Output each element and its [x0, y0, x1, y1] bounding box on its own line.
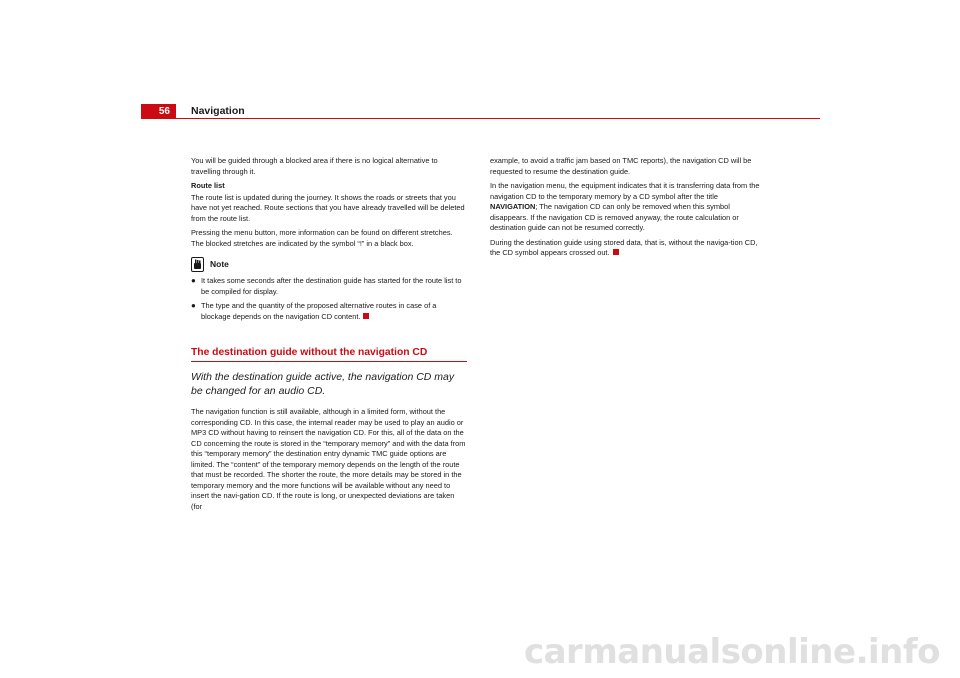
right-column	[490, 156, 766, 263]
page-title: Navigation	[191, 105, 245, 117]
route-list-heading: Route list	[191, 181, 225, 190]
bullet-icon: ●	[191, 276, 196, 285]
left-column	[191, 156, 467, 516]
note-item-text: The type and the quantity of the proposed alternative routes in case of a blockage depends on the navigation CD content.	[201, 301, 437, 321]
section-heading: The destination guide without the navigation CD	[191, 346, 467, 362]
note-label: Note	[210, 259, 229, 270]
paragraph: You will be guided through a blocked area if there is no logical alternative to travelling through it.	[191, 156, 438, 176]
text-segment: ; The navigation CD can only be removed when this symbol disappears. If the navigation CD is removed anyway, the route calculation or destination guide can not be resumed correctly.	[490, 202, 739, 232]
paragraph: Pressing the menu button, more information can be found on different stretches. The blocked stretches are indicated by the symbol “!” in a black box.	[191, 228, 453, 248]
section-end-icon	[363, 313, 369, 319]
paragraph	[490, 238, 766, 259]
section-end-icon	[613, 249, 619, 255]
paragraph: example, to avoid a traffic jam based on TMC reports), the navigation CD will be requested to resume the destination guide.	[490, 156, 752, 176]
text-segment: During the destination guide using stored data, that is, without the naviga-tion CD, the CD symbol appears crossed out.	[490, 237, 758, 257]
text-segment: In the navigation menu, the equipment indicates that it is transferring data from the navigation CD to the temporary memory by a CD symbol after the title	[490, 181, 760, 201]
section-body: The navigation function is still available, although in a limited form, without the corresponding CD. In this case, the internal reader may be used to play an audio or MP3 CD without having to reinsert the navigation CD. For this, all of the data on the CD concerning the route is stored in the “temporary memory” and with the data from this “temporary memory” the destination entry dynamic TMC guide options are limited. The “content” of the temporary memory depends on the length of the route that must be recorded. The shorter the route, the more details may be stored in the temporary memory and the more functions will be available without any need to insert the navi-gation CD. If the route is long, or unexpected deviations are taken (for	[191, 407, 466, 511]
note-hand-icon	[191, 257, 204, 272]
note-item	[191, 301, 467, 322]
navigation-keyword: NAVIGATION	[490, 202, 536, 211]
page-number-badge	[141, 104, 176, 119]
paragraph	[490, 181, 766, 234]
footer-watermark: carmanualsonline.info	[523, 632, 940, 672]
header-divider	[141, 118, 820, 119]
note-item	[191, 276, 467, 297]
bullet-icon: ●	[191, 301, 196, 310]
note-item-text: It takes some seconds after the destination guide has started for the route list to be compiled for display.	[201, 276, 462, 296]
note-header	[191, 257, 467, 272]
section-intro: With the destination guide active, the navigation CD may be changed for an audio CD.	[191, 371, 455, 397]
paragraph: The route list is updated during the journey. It shows the roads or streets that you have not yet reached. Route sections that you have already travelled will be deleted from the route list.	[191, 192, 465, 223]
page-number: 56	[158, 106, 170, 117]
